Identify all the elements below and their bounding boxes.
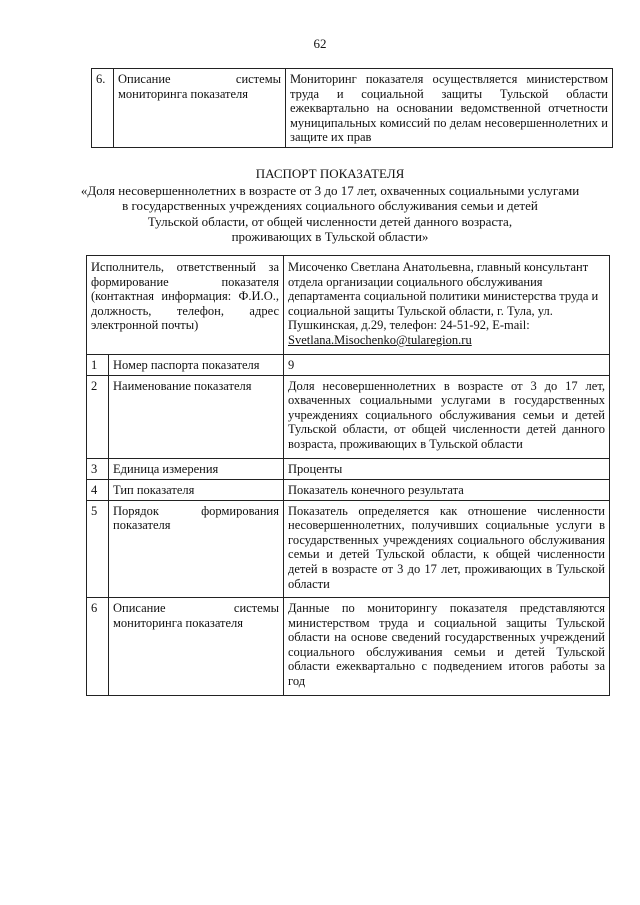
executor-text: Мисоченко Светлана Анатольевна, главный консультант отдела организации социального обслуживания департамента социальной политики министерства труда и социальной защиты Тульской области, г. Тула, ул. Пушкинская, д.29, телефон: 24-51-92, E-mail:	[288, 260, 599, 333]
table-row	[87, 375, 610, 458]
row-number: 3	[87, 458, 109, 479]
table-row	[87, 479, 610, 500]
row-value: Проценты	[284, 458, 610, 479]
row-number: 1	[87, 354, 109, 375]
page-number: 62	[313, 36, 327, 51]
executor-value	[284, 256, 610, 355]
passport-subtitle-line: Тульской области, от общей численности детей данного возраста,	[147, 213, 513, 229]
row-value: Данные по мониторингу показателя представляются министерством труда и социальной защиты Тульской области на основе сведений государственных учреждений социального обслуживания семьи и детей Тульской области ежеквартально с подведением итогов работы за год	[284, 598, 610, 696]
row-label: Порядок формирования показателя	[109, 500, 284, 598]
table-row	[87, 500, 610, 598]
row-number: 6	[87, 598, 109, 696]
row-number: 5	[87, 500, 109, 598]
row-label: Описание системы мониторинга показателя	[109, 598, 284, 696]
monitoring-table-continued	[91, 68, 613, 148]
row-label: Наименование показателя	[109, 375, 284, 458]
passport-title: ПАСПОРТ ПОКАЗАТЕЛЯ	[255, 166, 405, 181]
table-row	[87, 354, 610, 375]
passport-subtitle-line: «Доля несовершеннолетних в возрасте от 3 до 17 лет, охваченных социальными услугами	[80, 182, 580, 198]
row-value: 9	[284, 354, 610, 375]
passport-heading	[60, 166, 600, 245]
row-value: Мониторинг показателя осуществляется министерством труда и социальной защиты Тульской области ежеквартально на основании ведомственной отчетности муниципальных комиссий по делам несовершеннолетних и защите их прав	[286, 69, 613, 148]
passport-subtitle-line: проживающих в Тульской области»	[231, 229, 429, 244]
row-number: 6.	[92, 69, 114, 148]
passport-subtitle-line: в государственных учреждениях социального обслуживания семьи и детей	[122, 198, 538, 213]
row-label: Тип показателя	[109, 479, 284, 500]
table-row	[87, 458, 610, 479]
executor-email-link[interactable]: Svetlana.Misochenko@tularegion.ru	[288, 332, 472, 347]
row-value: Показатель конечного результата	[284, 479, 610, 500]
row-label: Единица измерения	[109, 458, 284, 479]
row-number: 2	[87, 375, 109, 458]
row-label: Номер паспорта показателя	[109, 354, 284, 375]
row-label: Описание системы мониторинга показателя	[114, 69, 286, 148]
table-row	[87, 598, 610, 696]
table-row	[92, 69, 613, 148]
executor-row	[87, 256, 610, 355]
passport-table	[86, 255, 610, 696]
row-value: Доля несовершеннолетних в возрасте от 3 до 17 лет, охваченных социальными услугами в государственных учреждениях социального обслуживания семьи и детей Тульской области, от общей численности детей данного возраста, проживающих в Тульской области	[284, 375, 610, 458]
executor-label: Исполнитель, ответственный за формирование показателя (контактная информация: Ф.И.О., должность, телефон, адрес электронной почты)	[87, 256, 284, 355]
row-number: 4	[87, 479, 109, 500]
row-value: Показатель определяется как отношение численности несовершеннолетних, получивших социальные услуги в государственных учреждениях социального обслуживания семьи и детей Тульской области, к общей численности детей в возрасте от 3 до 17 лет, проживающих в Тульской области	[284, 500, 610, 598]
